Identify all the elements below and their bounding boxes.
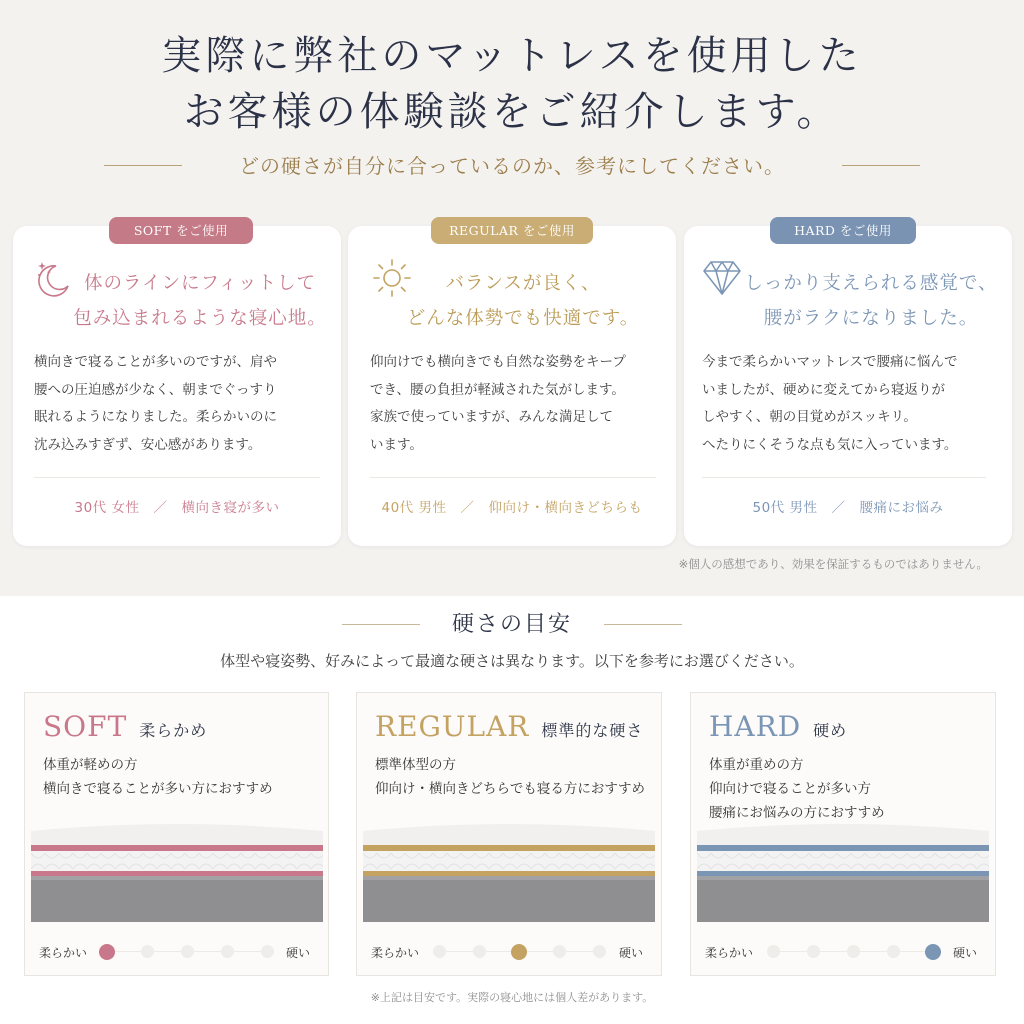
subline-rule-left xyxy=(104,165,182,166)
scale-label-soft: 柔らかい xyxy=(705,946,754,960)
reviewer-note: 仰向け・横向きどちらも xyxy=(488,500,643,516)
panel-title xyxy=(709,707,847,751)
review-body-soft xyxy=(34,349,324,459)
review-lead-soft xyxy=(66,266,334,336)
firmness-scale xyxy=(691,939,995,967)
review-body-line: 沈み込みすぎず、安心感があります。 xyxy=(34,436,262,453)
review-lead-hard xyxy=(724,266,1018,336)
panel-title xyxy=(375,707,643,751)
firmness-scale xyxy=(357,939,661,967)
mattress-illustration xyxy=(31,823,323,931)
scale-dot xyxy=(593,945,606,958)
mattress-piping-top xyxy=(363,845,655,851)
hardness-panel-regular xyxy=(356,692,662,976)
separator: ／ xyxy=(153,500,168,516)
subline-rule-right xyxy=(842,165,920,166)
mattress-piping-bottom xyxy=(31,871,323,876)
reviewer-info-regular xyxy=(348,494,676,522)
review-body-line: でき、腰の負担が軽減された気がします。 xyxy=(370,381,625,398)
review-body-hard xyxy=(702,349,992,459)
guide-rule-right xyxy=(604,624,682,625)
review-body-line: 今まで柔らかいマットレスで腰痛に悩んで xyxy=(702,354,958,370)
subline-text: どの硬さが自分に合っているのか、参考にしてください。 xyxy=(239,154,785,178)
mattress-piping-bottom xyxy=(363,871,655,876)
scale-dot xyxy=(261,945,274,958)
mattress-illustration xyxy=(697,823,989,931)
scale-dot xyxy=(473,945,486,958)
hardness-panel-hard xyxy=(690,692,996,976)
description-line: 仰向け・横向きどちらでも寝る方におすすめ xyxy=(375,781,645,797)
hardness-name: SOFT xyxy=(43,710,128,743)
hardness-name-ja: 標準的な硬さ xyxy=(541,721,644,740)
review-body-line: 横向きで寝ることが多いのですが、肩や xyxy=(34,354,277,370)
badge-regular: REGULAR をご使用 xyxy=(431,217,593,244)
reviewer-note: 腰痛にお悩み xyxy=(859,500,944,516)
review-body-line: います。 xyxy=(370,436,423,453)
mattress-illustration xyxy=(363,823,655,931)
review-body-line: 家族で使っていますが、みんな満足して xyxy=(370,409,613,425)
review-divider xyxy=(34,477,320,478)
separator: ／ xyxy=(831,500,846,516)
mattress-side-quilt xyxy=(31,851,323,871)
reviewer-info-hard xyxy=(684,494,1012,522)
headline-line-2: お客様の体験談をご紹介します。 xyxy=(183,89,841,135)
hardness-panel-soft xyxy=(24,692,329,976)
headline-line-1: 実際に弊社のマットレスを使用した xyxy=(161,33,863,79)
mattress-piping-bottom xyxy=(697,871,989,876)
description-line: 体重が重めの方 xyxy=(709,757,804,773)
mattress-piping-top xyxy=(31,845,323,851)
panel-description xyxy=(43,753,273,801)
mattress-base-highlight xyxy=(31,876,323,880)
scale-dot xyxy=(181,945,194,958)
description-line: 腰痛にお悩みの方におすすめ xyxy=(709,805,885,821)
review-lead-line: 腰がラクになりました。 xyxy=(763,308,979,329)
review-lead-line: バランスが良く、 xyxy=(445,273,601,294)
scale-dot xyxy=(221,945,234,958)
review-body-regular xyxy=(370,349,660,459)
review-body-line: へたりにくそうな点も気に入っています。 xyxy=(702,436,958,453)
description-line: 体重が軽めの方 xyxy=(43,757,138,773)
reviewer-note: 横向き寝が多い xyxy=(181,500,280,516)
review-body-line: いましたが、硬めに変えてから寝返りが xyxy=(702,381,945,398)
badge-hard: HARD をご使用 xyxy=(770,217,916,244)
review-body-line: 腰への圧迫感が少なく、朝までぐっすり xyxy=(34,381,277,398)
review-lead-line: どんな体勢でも快適です。 xyxy=(406,308,640,329)
scale-label-soft: 柔らかい xyxy=(371,946,420,960)
reviewer-age: 40代 男性 xyxy=(381,500,447,516)
scale-dot xyxy=(847,945,860,958)
panel-description xyxy=(375,753,645,801)
mattress-top-quilt xyxy=(363,824,655,845)
scale-label-soft: 柔らかい xyxy=(39,946,88,960)
badge-soft: SOFT をご使用 xyxy=(109,217,253,244)
review-divider xyxy=(702,477,986,478)
reviews-disclaimer: ※個人の感想であり、効果を保証するものではありません。 xyxy=(678,557,988,571)
firmness-scale xyxy=(25,939,328,967)
mattress-side-quilt xyxy=(363,851,655,871)
scale-label-hard: 硬い xyxy=(285,946,310,960)
review-lead-line: 包み込まれるような寝心地。 xyxy=(73,308,327,329)
description-line: 横向きで寝ることが多い方におすすめ xyxy=(43,781,273,797)
description-line: 標準体型の方 xyxy=(375,757,456,773)
panel-description xyxy=(709,753,885,825)
mattress-base-highlight xyxy=(697,876,989,880)
review-lead-regular xyxy=(378,266,668,336)
scale-dot xyxy=(553,945,566,958)
review-body-line: 眠れるようになりました。柔らかいのに xyxy=(34,409,277,425)
scale-dot xyxy=(887,945,900,958)
review-body-line: しやすく、朝の目覚めがスッキリ。 xyxy=(702,409,917,425)
mattress-base xyxy=(363,876,655,922)
description-line: 仰向けで寝ることが多い方 xyxy=(709,781,871,797)
guide-title: 硬さの目安 xyxy=(451,612,572,637)
mattress-base-highlight xyxy=(363,876,655,880)
guide-disclaimer: ※上記は目安です。実際の寝心地には個人差があります。 xyxy=(370,991,654,1004)
mattress-piping-top xyxy=(697,845,989,851)
subline xyxy=(0,148,1024,184)
scale-label-hard: 硬い xyxy=(952,946,977,960)
mattress-top-quilt xyxy=(697,824,989,845)
reviewer-age: 50代 男性 xyxy=(752,500,818,516)
hardness-name: REGULAR xyxy=(375,710,530,743)
hardness-name: HARD xyxy=(709,710,802,743)
mattress-base xyxy=(697,876,989,922)
reviewer-age: 30代 女性 xyxy=(74,500,140,516)
panel-title xyxy=(43,707,207,751)
guide-subtitle: 体型や寝姿勢、好みによって最適な硬さは異なります。以下を参考にお選びください。 xyxy=(220,652,804,670)
scale-dot-active xyxy=(511,944,527,960)
scale-dot xyxy=(807,945,820,958)
review-body-line: 仰向けでも横向きでも自然な姿勢をキープ xyxy=(370,354,626,370)
scale-dot xyxy=(767,945,780,958)
review-lead-line: 体のラインにフィットして xyxy=(84,273,316,294)
scale-dot xyxy=(433,945,446,958)
review-divider xyxy=(370,477,656,478)
mattress-side-quilt xyxy=(697,851,989,871)
mattress-base xyxy=(31,876,323,922)
hardness-name-ja: 柔らかめ xyxy=(139,721,208,740)
separator: ／ xyxy=(460,500,475,516)
reviewer-info-soft xyxy=(13,494,341,522)
scale-label-hard: 硬い xyxy=(618,946,643,960)
review-lead-line: しっかり支えられる感覚で、 xyxy=(744,273,998,294)
scale-dot-active xyxy=(99,944,115,960)
hardness-name-ja: 硬め xyxy=(813,721,848,740)
scale-dot xyxy=(141,945,154,958)
mattress-top-quilt xyxy=(31,824,323,845)
scale-dot-active xyxy=(925,944,941,960)
